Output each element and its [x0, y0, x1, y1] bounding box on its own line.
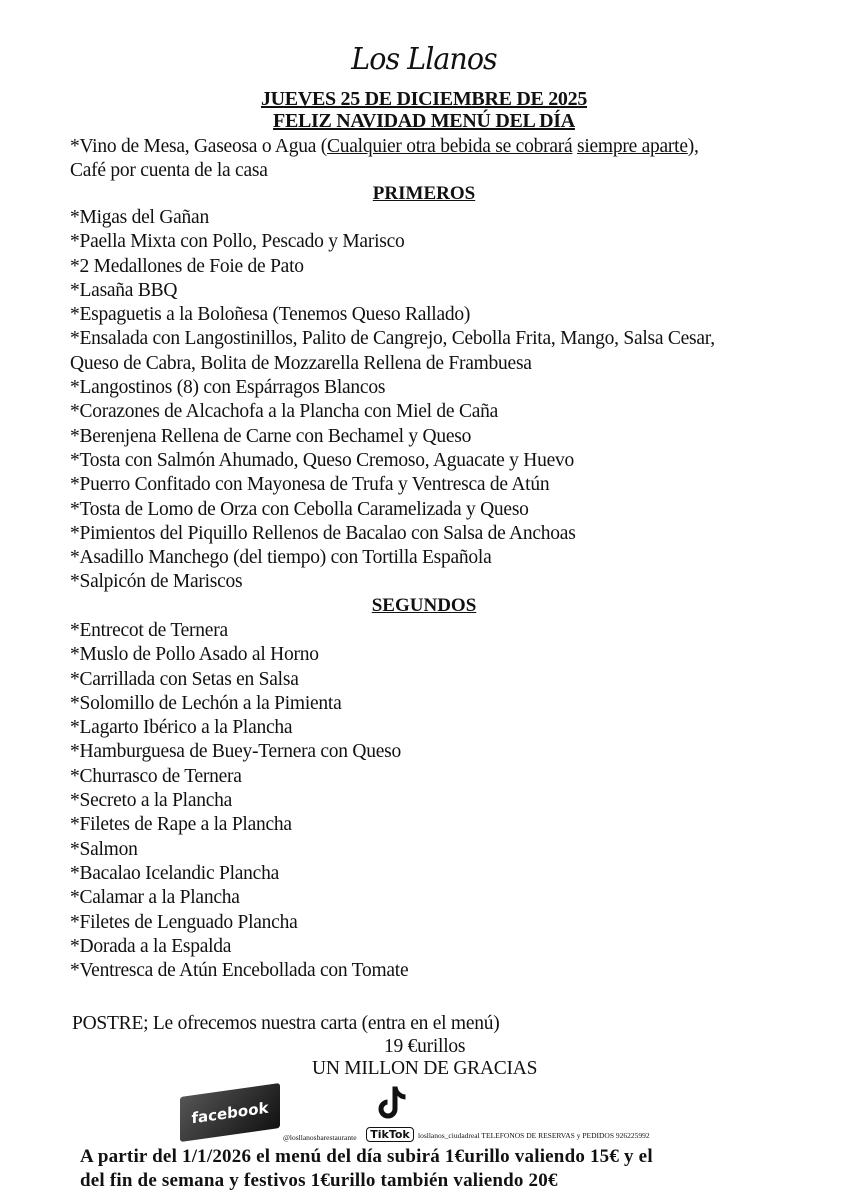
tiktok-handle-text: losllanos_ciudadreal — [418, 1131, 480, 1140]
menu-item: *Lasaña BBQ — [70, 279, 178, 301]
primeros-heading: PRIMEROS — [372, 183, 476, 204]
tiktok-logo — [366, 1082, 414, 1141]
thanks-text: UN MILLON DE GRACIAS — [312, 1058, 538, 1079]
drinks-text: *Vino de Mesa, Gaseosa o Agua ( — [70, 136, 327, 157]
facebook-handle: @losllanosbarestaurante — [283, 1133, 357, 1142]
segundos-list — [70, 619, 408, 983]
menu-item: *Ensalada con Langostinillos, Palito de Cangrejo, Cebolla Frita, Mango, Salsa Cesar, — [70, 328, 715, 350]
menu-item: *Filetes de Rape a la Plancha — [70, 814, 292, 836]
menu-item: *Carrillada con Setas en Salsa — [70, 668, 299, 690]
menu-item: *Tosta con Salmón Ahumado, Queso Cremoso, Aguacate y Huevo — [70, 449, 575, 471]
menu-date: JUEVES 25 DE DICIEMBRE DE 2025 — [260, 88, 588, 110]
drinks-suffix: ), — [687, 136, 699, 157]
menu-item: *Secreto a la Plancha — [70, 790, 233, 812]
facebook-logo — [180, 1083, 280, 1142]
menu-item: *Lagarto Ibérico a la Plancha — [70, 717, 293, 739]
menu-item: *Salmon — [70, 838, 138, 860]
menu-item: *Paella Mixta con Pollo, Pescado y Marisco — [70, 231, 405, 253]
menu-item: *Dorada a la Espalda — [70, 935, 232, 957]
tiktok-handle — [418, 1131, 650, 1140]
phone-text: TELEFONOS DE RESERVAS y PEDIDOS 926225992 — [481, 1131, 650, 1140]
menu-price: 19 €urillos — [384, 1036, 466, 1057]
price-notice — [80, 1145, 653, 1193]
restaurant-logo: Los Llanos — [351, 42, 497, 77]
menu-item: *Calamar a la Plancha — [70, 887, 240, 909]
menu-item: *Asadillo Manchego (del tiempo) con Tortilla Española — [70, 547, 492, 569]
notice-line-1: A partir del 1/1/2026 el menú del día subirá 1€urillo valiendo 15€ y el — [80, 1146, 653, 1167]
drinks-underlined-1: Cualquier otra bebida se cobrará — [326, 136, 573, 157]
menu-title: FELIZ NAVIDAD MENÚ DEL DÍA — [273, 110, 575, 132]
menu-item: *Hamburguesa de Buey-Ternera con Queso — [70, 741, 401, 763]
tiktok-label: TikTok — [366, 1127, 414, 1142]
menu-item: *Espaguetis a la Boloñesa (Tenemos Queso Rallado) — [70, 304, 471, 326]
menu-item: *Solomillo de Lechón a la Pimienta — [70, 692, 342, 714]
menu-item: *Puerro Confitado con Mayonesa de Trufa y Ventresca de Atún — [70, 474, 550, 496]
postre-note: POSTRE; Le ofrecemos nuestra carta (entra en el menú) — [72, 1013, 500, 1034]
menu-item: *Tosta de Lomo de Orza con Cebolla Caramelizada y Queso — [70, 498, 529, 520]
menu-item: *Filetes de Lenguado Plancha — [70, 911, 298, 933]
menu-item: *Migas del Gañan — [70, 207, 209, 228]
notice-line-2: del fin de semana y festivos 1€urillo también valiendo 20€ — [80, 1170, 558, 1191]
menu-item: *2 Medallones de Foie de Pato — [70, 255, 304, 277]
menu-item: *Pimientos del Piquillo Rellenos de Bacalao con Salsa de Anchoas — [70, 522, 576, 544]
menu-item: *Entrecot de Ternera — [70, 620, 228, 641]
menu-item: *Corazones de Alcachofa a la Plancha con Miel de Caña — [70, 401, 499, 423]
menu-item: *Churrasco de Ternera — [70, 765, 242, 787]
menu-item: *Bacalao Icelandic Plancha — [70, 862, 279, 884]
menu-item: *Langostinos (8) con Espárragos Blancos — [70, 377, 386, 399]
menu-item: *Salpicón de Mariscos — [70, 571, 243, 593]
tiktok-icon — [370, 1082, 410, 1122]
menu-item: *Muslo de Pollo Asado al Horno — [70, 644, 319, 666]
facebook-label: facebook — [191, 1098, 269, 1127]
menu-item: *Ventresca de Atún Encebollada con Tomate — [70, 960, 409, 982]
menu-item: Queso de Cabra, Bolita de Mozzarella Rellena de Frambuesa — [70, 352, 532, 374]
primeros-list — [70, 206, 715, 595]
segundos-heading: SEGUNDOS — [371, 595, 477, 616]
drinks-underlined-2: siempre aparte — [577, 136, 688, 157]
menu-item: *Berenjena Rellena de Carne con Bechamel y Queso — [70, 425, 472, 447]
drinks-note — [70, 136, 699, 158]
coffee-note: Café por cuenta de la casa — [70, 160, 268, 181]
